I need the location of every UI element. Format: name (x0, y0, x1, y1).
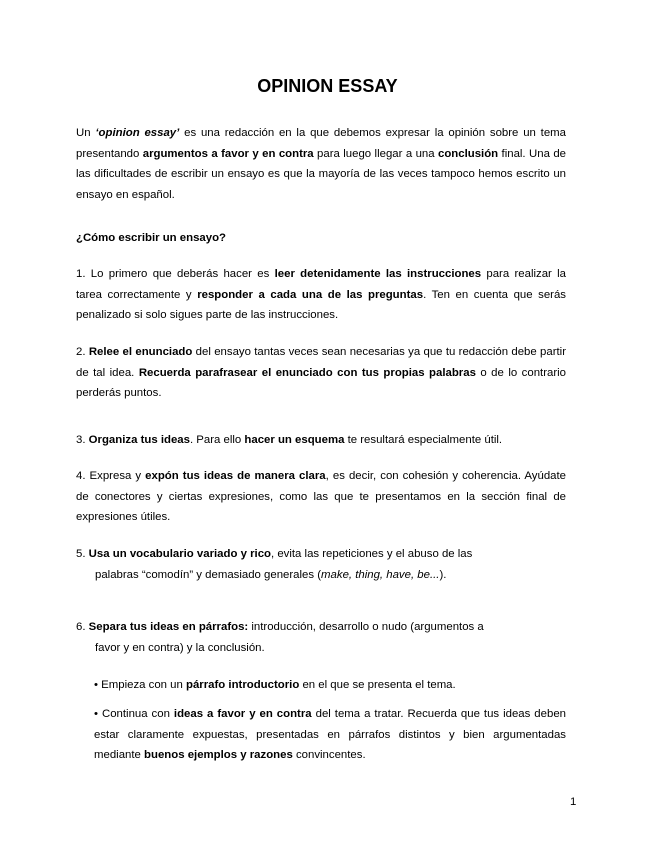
step-6 (76, 617, 566, 658)
step-5-line-2: palabras “comodín” y demasiado generales (make, thing, have, be...). (95, 568, 447, 581)
bullet-intro-paragraph: • Empieza con un párrafo introductorio en el que se presenta el tema. (94, 679, 456, 691)
step-6-line-1: 6. Separa tus ideas en párrafos: introducción, desarrollo o nudo (argumentos a (76, 621, 484, 633)
step-4: 4. Expresa y expón tus ideas de manera clara, es decir, con cohesión y coherencia. Ayúdate de conectores y ciertas expresiones, como las que te presentamos en la sección final de expresiones útiles. (76, 470, 566, 523)
step-2: 2. Relee el enunciado del ensayo tantas veces sean necesarias ya que tu redacción debe partir de tal idea. Recuerda parafrasear el enunciado con tus propias palabras o de lo contrario perderás puntos. (76, 346, 566, 399)
step-5 (76, 544, 566, 585)
document-title: OPINION ESSAY (257, 76, 398, 96)
step-5-line-1: 5. Usa un vocabulario variado y rico, evita las repeticiones y el abuso de las (76, 548, 473, 560)
page-number: 1 (570, 796, 577, 808)
step-3: 3. Organiza tus ideas. Para ello hacer un esquema te resultará especialmente útil. (76, 434, 503, 446)
section-heading: ¿Cómo escribir un ensayo? (76, 232, 227, 244)
bullet-arguments: • Continua con ideas a favor y en contra del tema a tratar. Recuerda que tus ideas deben estar claramente expuestas, presentadas en párrafos distintos y bien argumentadas mediante buenos ejemplos y razones convincentes. (94, 708, 566, 761)
step-6-line-2: favor y en contra) y la conclusión. (95, 641, 265, 654)
step-1: 1. Lo primero que deberás hacer es leer detenidamente las instrucciones para realizar la tarea correctamente y responder a cada una de las preguntas. Ten en cuenta que serás penalizado si solo sigues parte de las instrucciones. (76, 268, 567, 321)
intro-paragraph: Un ‘opinion essay’ es una redacción en la que debemos expresar la opinión sobre un tema presentando argumentos a favor y en contra para luego llegar a una conclusión final. Una de las dificultades de escribir un ensayo es que la mayoría de las veces tampoco hemos escrito un ensayo en español. (76, 127, 566, 201)
